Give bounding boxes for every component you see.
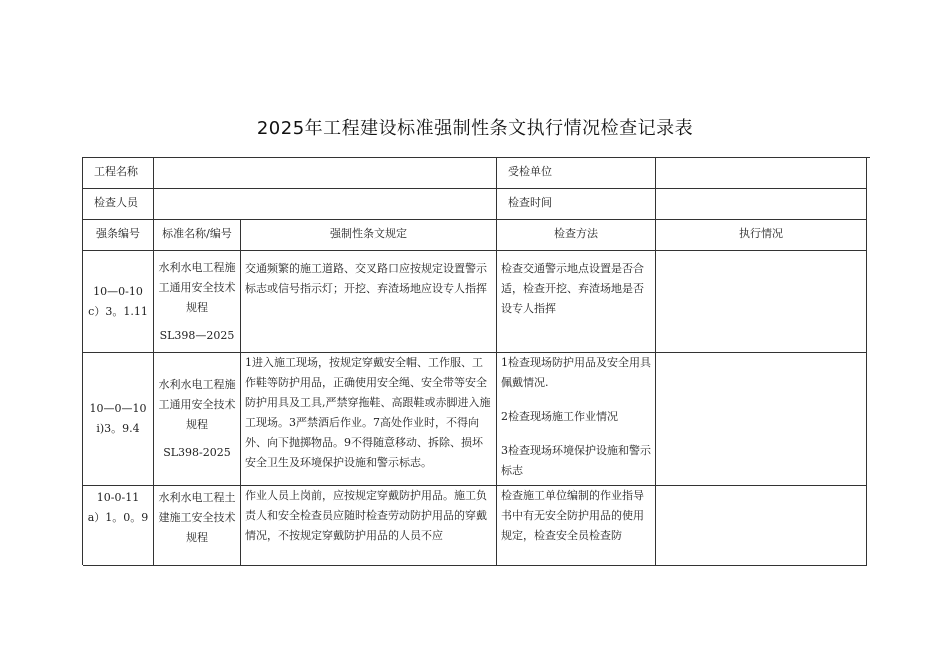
inspector-value[interactable] bbox=[154, 189, 497, 220]
method-item: 1检查现场防护用品及安全用具佩戴情况. bbox=[501, 356, 651, 389]
method-item: 2检查现场施工作业情况 bbox=[501, 410, 618, 423]
table-row-method bbox=[497, 353, 656, 486]
header-standard: 标准名称/编号 bbox=[154, 220, 241, 251]
header-provision: 强制性条文规定 bbox=[241, 220, 497, 251]
table-row-method bbox=[497, 486, 656, 566]
clause-no-line2: i)3。9.4 bbox=[96, 422, 140, 435]
table-row-clause-no bbox=[83, 353, 154, 486]
project-name-value[interactable] bbox=[154, 158, 497, 189]
table-row-provision: 1进入施工现场，按规定穿戴安全帽、工作服、工作鞋等防护用品，正确使用安全绳、安全带等安全防护用具及工具,严禁穿拖鞋、高跟鞋或赤脚进入施工现场。3严禁酒后作业。7高处作业时，不得向外、向下抛掷物品。9不得随意移动、拆除、损坏安全卫生及环境保护设施和警示标志。 bbox=[241, 353, 497, 486]
table-row-method bbox=[497, 251, 656, 353]
clause-no-line2: a）1。0。9 bbox=[87, 511, 149, 524]
table-row-standard bbox=[154, 251, 241, 353]
header-status: 执行情况 bbox=[656, 220, 867, 251]
table-row-provision: 作业人员上岗前，应按规定穿戴防护用品。施工负责人和安全检查员应随时检查劳动防护用品的穿戴情况，不按规定穿戴防护用品的人员不应 bbox=[241, 486, 497, 566]
clause-no-line2: c）3。1.11 bbox=[88, 304, 148, 318]
header-method: 检查方法 bbox=[497, 220, 656, 251]
table-row-status[interactable] bbox=[656, 486, 867, 566]
inspector-label: 检查人员 bbox=[83, 189, 154, 220]
method-item: 3检查现场环境保护设施和警示标志 bbox=[501, 444, 651, 477]
inspection-time-value[interactable] bbox=[656, 189, 867, 220]
table-row-provision: 交通频繁的施工道路、交叉路口应按规定设置警示标志或信号指示灯；开挖、弃渣场地应设专人指挥 bbox=[241, 251, 497, 353]
table-row-status[interactable] bbox=[656, 251, 867, 353]
standard-no: SL398—2025 bbox=[159, 328, 235, 342]
inspection-record-table bbox=[82, 157, 870, 565]
standard-name: 水利水电工程土建施工安全技术规程 bbox=[158, 491, 236, 544]
table-row-status[interactable] bbox=[656, 353, 867, 486]
method-item: 检查施工单位编制的作业指导书中有无安全防护用品的使用规定，检查安全员检查防 bbox=[501, 489, 644, 542]
project-name-label: 工程名称 bbox=[83, 158, 154, 189]
standard-name: 水利水电工程施工通用安全技术规程 bbox=[158, 260, 236, 314]
inspected-unit-value[interactable] bbox=[656, 158, 867, 189]
table-row-standard bbox=[154, 486, 241, 566]
inspection-time-label: 检查时间 bbox=[497, 189, 656, 220]
standard-name: 水利水电工程施工通用安全技术规程 bbox=[158, 378, 236, 431]
standard-no: SL398-2025 bbox=[163, 446, 231, 459]
table-row-standard bbox=[154, 353, 241, 486]
table-row-clause-no bbox=[83, 251, 154, 353]
page-title: 2025年工程建设标准强制性条文执行情况检查记录表 bbox=[256, 118, 694, 139]
table-row-clause-no bbox=[83, 486, 154, 566]
clause-no-line1: 10—0-10 bbox=[93, 284, 143, 298]
inspected-unit-label: 受检单位 bbox=[497, 158, 656, 189]
clause-no-line1: 10—0—10 bbox=[89, 402, 147, 415]
method-item: 检查交通警示地点设置是否合适，检查开挖、弃渣场地是否设专人指挥 bbox=[501, 262, 644, 315]
header-clause-no: 强条编号 bbox=[83, 220, 154, 251]
clause-no-line1: 10-0-11 bbox=[96, 491, 140, 504]
